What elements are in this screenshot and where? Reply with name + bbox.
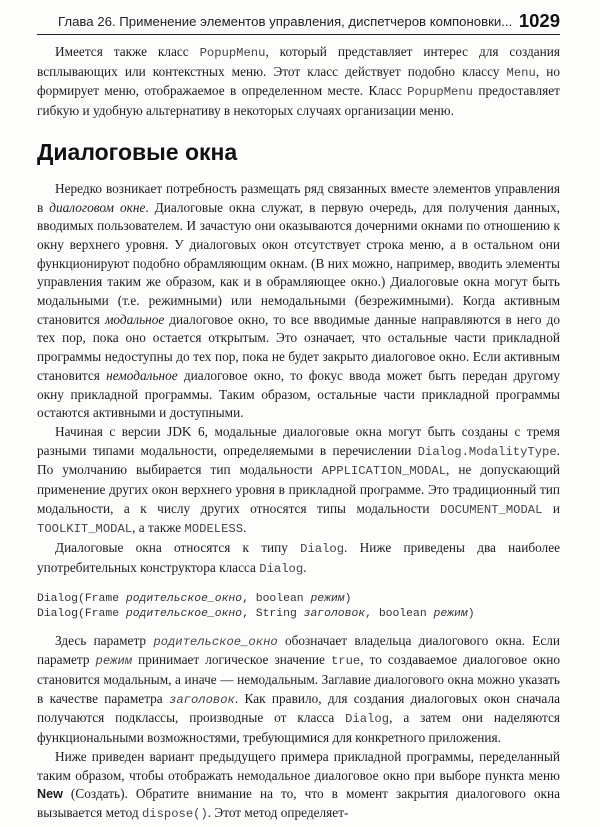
chapter-title: Глава 26. Применение элементов управления, диспетчеров компоновки... (58, 14, 513, 29)
code-param: режим (95, 654, 133, 669)
menu-item-term: New (37, 787, 63, 802)
paragraph-modality: Начиная с версии JDK 6, модальные диалоговые окна могут быть созданы с тремя разными типами модальности, определяемыми в перечислении Dialog.ModalityType. По умолчанию выбирается тип модальности APPLICATION_MODAL, не допускающий применение других окон верхнего уровня в прикладной программе. Это традиционный тип модальности, а к числу других относятся типы модальности DOCUMENT_MODAL и TOOLKIT_MODAL, а также MODELESS. (37, 423, 560, 537)
code-term: Dialog (345, 712, 390, 727)
code-term: Dialog (259, 561, 304, 576)
paragraph-dialog-type: Диалоговые окна относятся к типу Dialog. Ниже приведены два наиболее употребительных конструктора класса Dialog. (37, 540, 560, 576)
code-term: APPLICATION_MODAL (321, 464, 447, 479)
section-heading: Диалоговые окна (37, 138, 238, 165)
paragraph-parameters: Здесь параметр родительское_окно обозначает владельца диалогового окна. Если параметр режим принимает логическое значение true, то создаваемое диалоговое окно становится модальным, а иначе — немодальным. Заглавие диалогового окна можно указать в качестве параметра заголовок. Как правило, для создания диалоговых окон сначала получаются подклассы, производные от класса Dialog, а затем они наделяются функциональными возможностями, требующимися для конкретного приложения. (37, 632, 561, 746)
code-term: MODELESS (184, 522, 244, 537)
code-line: Dialog(Frame родительское_окно, String заголовок, boolean режим) (37, 607, 475, 620)
code-term: PopupMenu (199, 46, 266, 60)
code-term: PopupMenu (407, 85, 473, 100)
running-header (37, 10, 560, 35)
code-term: Menu (506, 65, 536, 80)
code-term: Dialog.ModalityType (417, 444, 557, 459)
paragraph-example: Ниже приведен вариант предыдущего примера прикладной программы, переделанный таким образом, чтобы отображать немодальное диалоговое окно при выборе пункта меню New (Создать). Обратите внимание на то, что в момент закрытия диалогового окна вызывается метод dispose(). Этот метод определяет- (37, 748, 560, 821)
book-page (37, 10, 560, 824)
code-term: TOOLKIT_MODAL (37, 522, 133, 537)
code-listing (37, 592, 560, 622)
code-param: родительское_окно (153, 634, 278, 649)
code-term: dispose() (141, 806, 208, 821)
paragraph-dialogs-intro: Нередко возникает потребность размещать ряд связанных вместе элементов управления в диалоговом окне. Диалоговые окна служат, в первую очередь, для получения данных, вводимых пользователем. И зачастую они оказываются дочерними окнами по отношению к окну верхнего уровня. У диалоговых окон отсутствует строка меню, а в остальном они функционируют подобно обрамляющим окнам. (В них можно, например, вводить элементы управления таким же образом, как и в обрамляющее окно.) Диалоговые окна могут быть модальными (т.е. режимными) или немодальными (безрежимными). Когда активным становится модальное диалоговое окно, то все вводимые данные направляются в него до тех пор, пока оно остается открытым. Это означает, что остальные части прикладной программы недоступны до тех пор, пока не будет закрыто диалоговое окно. Если активным становится немодальное диалоговое окно, то фокус ввода может быть передан другому окну прикладной программы. Таким образом, остальные части прикладной программы остаются активными и доступными. (37, 180, 560, 421)
code-term: true (330, 654, 361, 669)
code-term: Dialog (300, 542, 345, 557)
page-number: 1029 (518, 10, 560, 31)
code-line: Dialog(Frame родительское_окно, boolean режим) (37, 592, 352, 605)
code-param: заголовок (169, 692, 235, 707)
code-term: DOCUMENT_MODAL (440, 502, 543, 517)
paragraph-popupmenu: Имеется также класс PopupMenu, который представляет интерес для создания всплывающих или контекстных меню. Этот класс действует подобно классу Menu, но формирует меню, отображаемое в определенном месте. Класс PopupMenu предоставляет гибкую и удобную альтернативу в некоторых случаях организации меню. (37, 44, 560, 119)
